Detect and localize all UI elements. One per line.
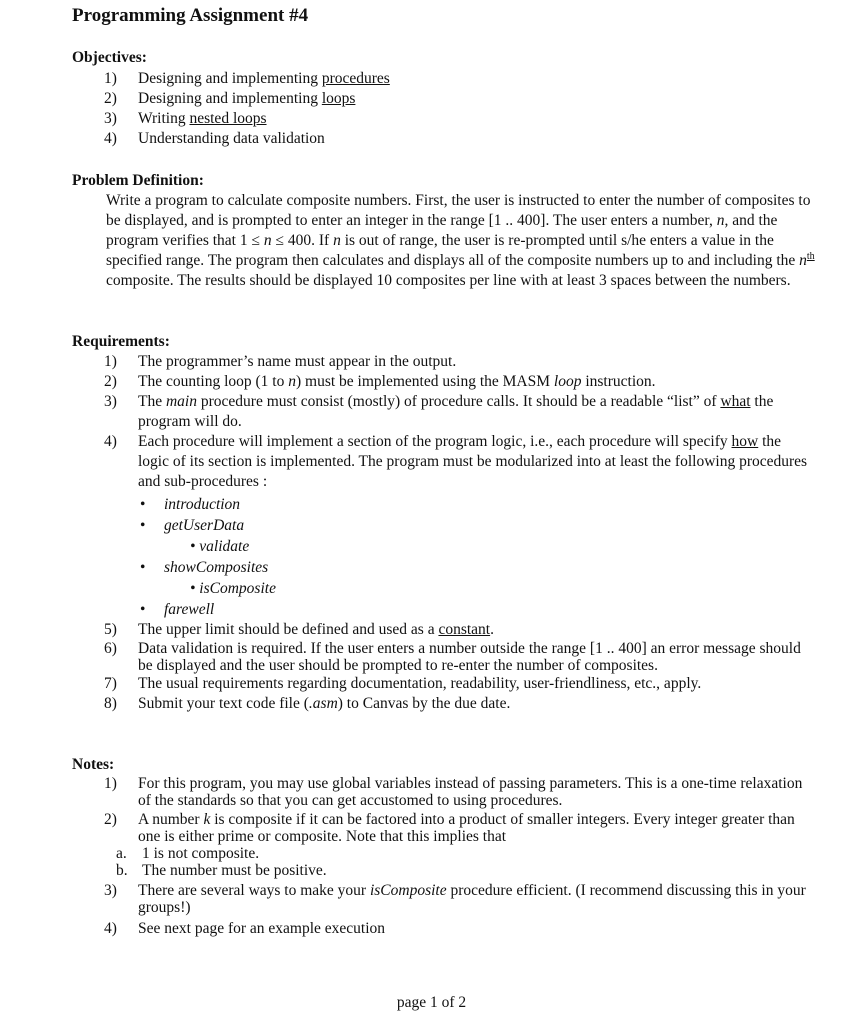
procedure-getuserdata: • getUserData • validate	[138, 515, 814, 557]
objectives-heading: Objectives:	[72, 49, 147, 66]
objectives-list	[104, 69, 390, 149]
requirement-item: 5) The upper limit should be defined and used as a constant.	[104, 621, 494, 638]
subprocedure-validate: • validate	[190, 538, 250, 555]
procedure-introduction: • introduction	[138, 494, 814, 515]
problem-paragraph: Write a program to calculate composite numbers. First, the user is instructed to enter the number of composites to be displayed, and is prompted to enter an integer in the range [1 .. 400]. The user enters a number, n, and the program verifies that 1 ≤ n ≤ 400. If n is out of range, the user is re-prompted until s/he enters a value in the specified range. The program then calculates and displays all of the composite numbers up to and including the $n^{th}$ composite. The results should be displayed 10 composites per line with at least 3 spaces between the numbers.	[106, 192, 815, 289]
notes-list	[104, 775, 816, 939]
objective-item: 2) Designing and implementing loops	[104, 90, 356, 107]
requirements-heading: Requirements:	[72, 333, 170, 350]
page-number: page 1 of 2	[396, 994, 467, 1011]
procedure-list	[138, 494, 814, 620]
note-item: 4) See next page for an example execution	[104, 920, 386, 937]
requirement-item: 3) The main procedure must consist (mostly) of procedure calls. It should be a readable “list” of what the program will do.	[104, 393, 774, 430]
requirements-list	[104, 352, 814, 714]
note-subitem: a. 1 is not composite.	[116, 845, 260, 862]
objective-item: 1) Designing and implementing procedures	[104, 70, 390, 87]
subprocedure-iscomposite: • isComposite	[190, 580, 276, 597]
note-sublist	[104, 845, 816, 879]
problem-heading: Problem Definition:	[72, 172, 204, 189]
requirement-item: 1) The programmer’s name must appear in the output.	[104, 353, 457, 370]
notes-heading: Notes:	[72, 756, 115, 773]
note-item: 2) A number k is composite if it can be factored into a product of smaller integers. Every integer greater than one is either prime or composite. Note that this implies that a. 1 is not composite. b. The number must be positive.	[104, 811, 816, 879]
note-item: 1) For this program, you may use global variables instead of passing parameters. This is a one-time relaxation of the standards so that you can get accustomed to using procedures.	[104, 775, 803, 809]
objective-item: 4) Understanding data validation	[104, 130, 325, 147]
requirement-item: 2) The counting loop (1 to n) must be implemented using the MASM loop instruction.	[104, 373, 656, 390]
page-title: Programming Assignment #4	[72, 5, 309, 26]
note-item: 3) There are several ways to make your isComposite procedure efficient. (I recommend discussing this in your groups!)	[104, 882, 806, 916]
requirement-item: 8) Submit your text code file (.asm) to Canvas by the due date.	[104, 695, 511, 712]
requirement-item: 7) The usual requirements regarding documentation, readability, user-friendliness, etc., apply.	[104, 675, 702, 692]
requirement-item: 6) Data validation is required. If the user enters a number outside the range [1 .. 400] an error message should be displayed and the user should be prompted to re-enter the number of composites.	[104, 640, 801, 674]
objective-item: 3) Writing nested loops	[104, 110, 267, 127]
note-subitem: b. The number must be positive.	[116, 862, 327, 879]
requirement-item: 4) Each procedure will implement a section of the program logic, i.e., each procedure will specify how the logic of its section is implemented. The program must be modularized into at least the following procedures and sub-procedures : • introduction • getUserData • validate • showComposites • isComposite • farewell	[104, 432, 814, 620]
procedure-showcomposites: • showComposites • isComposite	[138, 557, 814, 599]
procedure-farewell: • farewell	[138, 599, 814, 620]
